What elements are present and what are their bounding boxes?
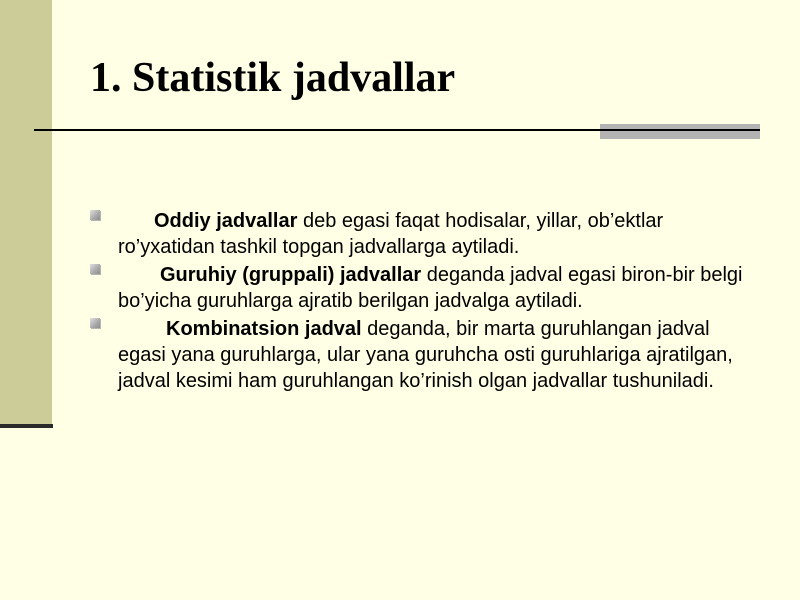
bullet-description: deb egasi faqat hodisalar, yillar, ob’ektlar ro’yxatidan tashkil topgan jadvallarga aytiladi.: [118, 210, 664, 258]
bullet-term: Oddiy jadvallar: [154, 210, 298, 232]
bullet-term: Guruhiy (gruppali) jadvallar: [160, 264, 422, 286]
slide-title: 1. Statistik jadvallar: [90, 55, 456, 101]
bullet-list: [90, 208, 750, 396]
bullet-item-guruhiy: [90, 262, 750, 314]
left-accent-bar-edge: [0, 424, 53, 428]
bullet-text: [118, 316, 750, 394]
bullet-text: [118, 262, 750, 314]
left-accent-bar: [0, 0, 52, 428]
bullet-square-icon: [90, 264, 100, 274]
title-divider-accent: [600, 124, 760, 139]
bullet-item-kombinatsion: [90, 316, 750, 394]
bullet-item-oddiy: [90, 208, 750, 260]
bullet-square-icon: [90, 210, 100, 220]
bullet-square-icon: [90, 318, 100, 328]
bullet-term: Kombinatsion jadval: [166, 318, 362, 340]
bullet-text: [118, 208, 750, 260]
bullet-description: deganda, bir marta guruhlangan jadval egasi yana guruhlarga, ular yana guruhcha osti guruhlariga ajratilgan, jadval kesimi ham guruhlangan ko’rinish olgan jadvallar tushuniladi.: [118, 318, 733, 392]
bullet-description: deganda jadval egasi biron-bir belgi bo’yicha guruhlarga ajratib berilgan jadvalga aytiladi.: [118, 264, 743, 312]
